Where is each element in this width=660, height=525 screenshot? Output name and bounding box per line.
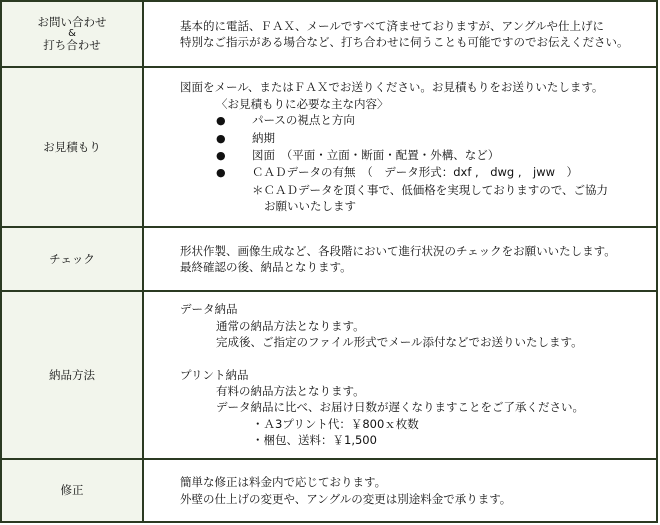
check-line: 最終確認の後、納品となります。	[180, 260, 352, 274]
estimate-intro: 図面をメール、またはＦＡＸでお送りください。お見積もりをお送りいたします。	[180, 80, 604, 95]
label-estimate: お見積もり	[1, 67, 143, 227]
row-revision	[1, 459, 657, 522]
label-revision: 修正	[1, 459, 143, 522]
print-fee-line: ・梱包、送料：￥1,500	[252, 433, 377, 448]
row-delivery	[1, 291, 657, 459]
estimate-note-line: お願いいたします	[264, 199, 356, 214]
label-check: チェック	[1, 227, 143, 291]
estimate-bullet-text: 図面 （平面・立面・断面・配置・外構、など）	[252, 148, 500, 162]
label-inquiry-line1: お問い合わせ	[37, 15, 107, 29]
revision-line: 外壁の仕上げの変更や、アングルの変更は別途料金で承ります。	[180, 491, 512, 506]
inquiry-line: 基本的に電話、ＦＡＸ、メールですべて済ませておりますが、アングルや仕上げに	[180, 18, 605, 33]
estimate-bullet-text: ＣＡＤデータの有無 （ データ形式：dxf , dwg , jww ）	[252, 165, 579, 180]
content-revision	[143, 459, 657, 522]
estimate-requirements-heading: 〈お見積もりに必要な主な内容〉	[216, 96, 389, 111]
content-estimate	[143, 67, 657, 227]
label-inquiry	[1, 1, 143, 67]
inquiry-line: 特別なご指示がある場合など、打ち合わせに伺うことも可能ですのでお伝えください。	[180, 35, 629, 49]
print-delivery-line: 有料の納品方法となります。	[216, 384, 365, 398]
estimate-bullet-item	[180, 130, 656, 147]
estimate-bullet-item	[180, 164, 656, 181]
row-estimate	[1, 67, 657, 227]
print-fee-line: ・Ａ3プリント代：￥800ｘ枚数	[252, 416, 419, 431]
bullet-icon: ●	[216, 131, 226, 145]
estimate-bullet-text: 納期	[252, 130, 275, 145]
bullet-icon: ●	[216, 114, 226, 128]
content-check	[143, 227, 657, 291]
content-delivery	[143, 291, 657, 459]
bullet-icon: ●	[216, 149, 226, 162]
print-delivery-line: データ納品に比べ、お届け日数が遅くなりますことをご了承ください。	[216, 400, 584, 415]
data-delivery-line: 通常の納品方法となります。	[216, 318, 365, 333]
row-check	[1, 227, 657, 291]
estimate-bullet-item	[180, 147, 656, 164]
label-inquiry-amp: &	[68, 28, 76, 39]
estimate-bullet-text: パースの視点と方向	[252, 113, 355, 128]
data-delivery-line: 完成後、ご指定のファイル形式でメール添付などでお送りいたします。	[216, 335, 583, 350]
revision-line: 簡単な修正は料金内で応じております。	[180, 475, 387, 490]
print-delivery-title: プリント納品	[180, 367, 249, 382]
content-inquiry	[143, 1, 657, 67]
label-inquiry-line3: 打ち合わせ	[43, 38, 101, 52]
check-line: 形状作製、画像生成など、各段階において進行状況のチェックをお願いいたします。	[180, 243, 616, 258]
section-gap	[180, 351, 656, 367]
estimate-bullet-item	[180, 112, 656, 129]
label-delivery: 納品方法	[1, 291, 143, 459]
data-delivery-title: データ納品	[180, 302, 238, 317]
row-inquiry	[1, 1, 657, 67]
estimate-note-line: ＊ＣＡＤデータを頂く事で、低価格を実現しておりますので、ご協力	[252, 182, 609, 197]
bullet-icon: ●	[216, 166, 226, 180]
